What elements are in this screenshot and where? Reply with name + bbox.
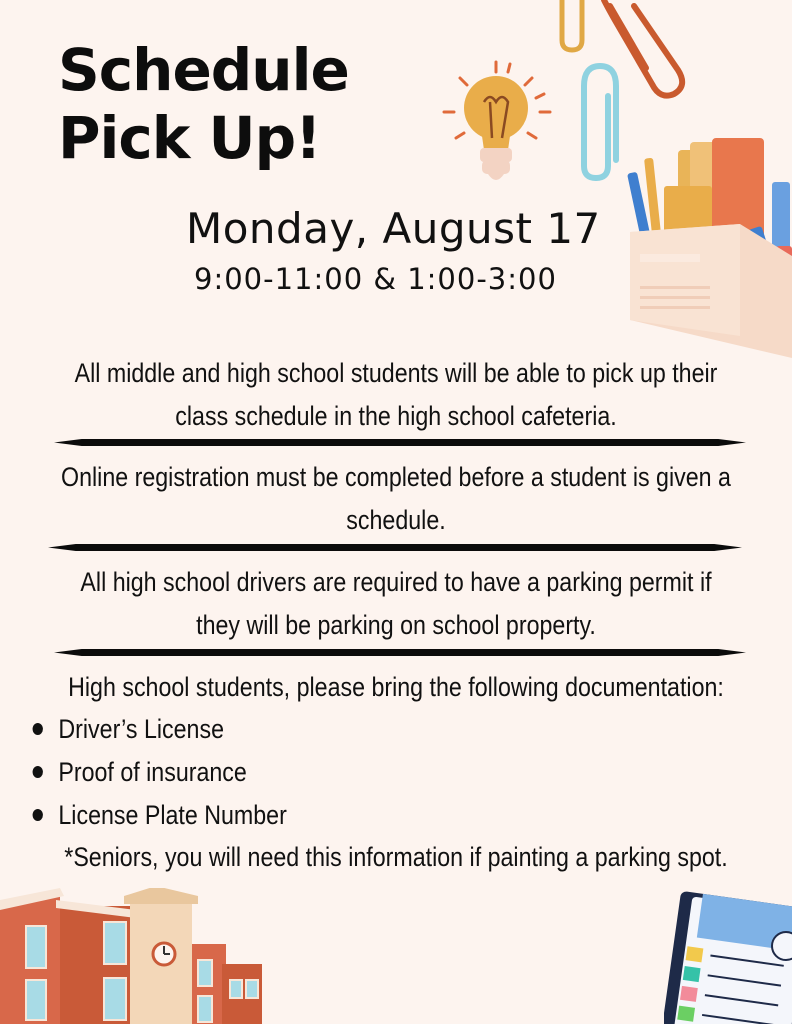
bullet-icon: [33, 723, 43, 735]
book-box-icon: [620, 136, 792, 360]
clipboard-icon: [664, 890, 792, 1024]
light-bulb-icon: [440, 58, 560, 188]
bullet-icon: [33, 766, 43, 778]
list-item: License Plate Number: [30, 794, 287, 837]
documentation-intro: High school students, please bring the following documentation:: [68, 672, 724, 702]
school-building-icon: [0, 888, 270, 1024]
divider-rule: [54, 439, 746, 446]
paragraph-pickup-location: All middle and high school students will be able to pick up their class schedule in the high school cafeteria.: [74, 358, 718, 431]
documentation-list: [30, 708, 329, 837]
list-item: Proof of insurance: [30, 751, 287, 794]
list-item: Driver’s License: [30, 708, 287, 751]
event-times: 9:00-11:00 & 1:00-3:00: [194, 262, 557, 296]
divider-rule: [48, 544, 742, 551]
title-line-1: Schedule: [58, 36, 349, 104]
divider-rule: [54, 649, 746, 656]
bullet-icon: [33, 809, 43, 821]
title-line-2: Pick Up!: [58, 104, 321, 172]
paragraph-online-registration: Online registration must be completed before a student is given a schedule.: [61, 462, 731, 535]
seniors-note: *Seniors, you will need this information if painting a parking spot.: [64, 842, 728, 872]
event-date: Monday, August 17: [186, 204, 601, 253]
page-title: [58, 36, 349, 172]
paragraph-parking-permit: All high school drivers are required to have a parking permit if they will be parking on school property.: [80, 567, 712, 640]
